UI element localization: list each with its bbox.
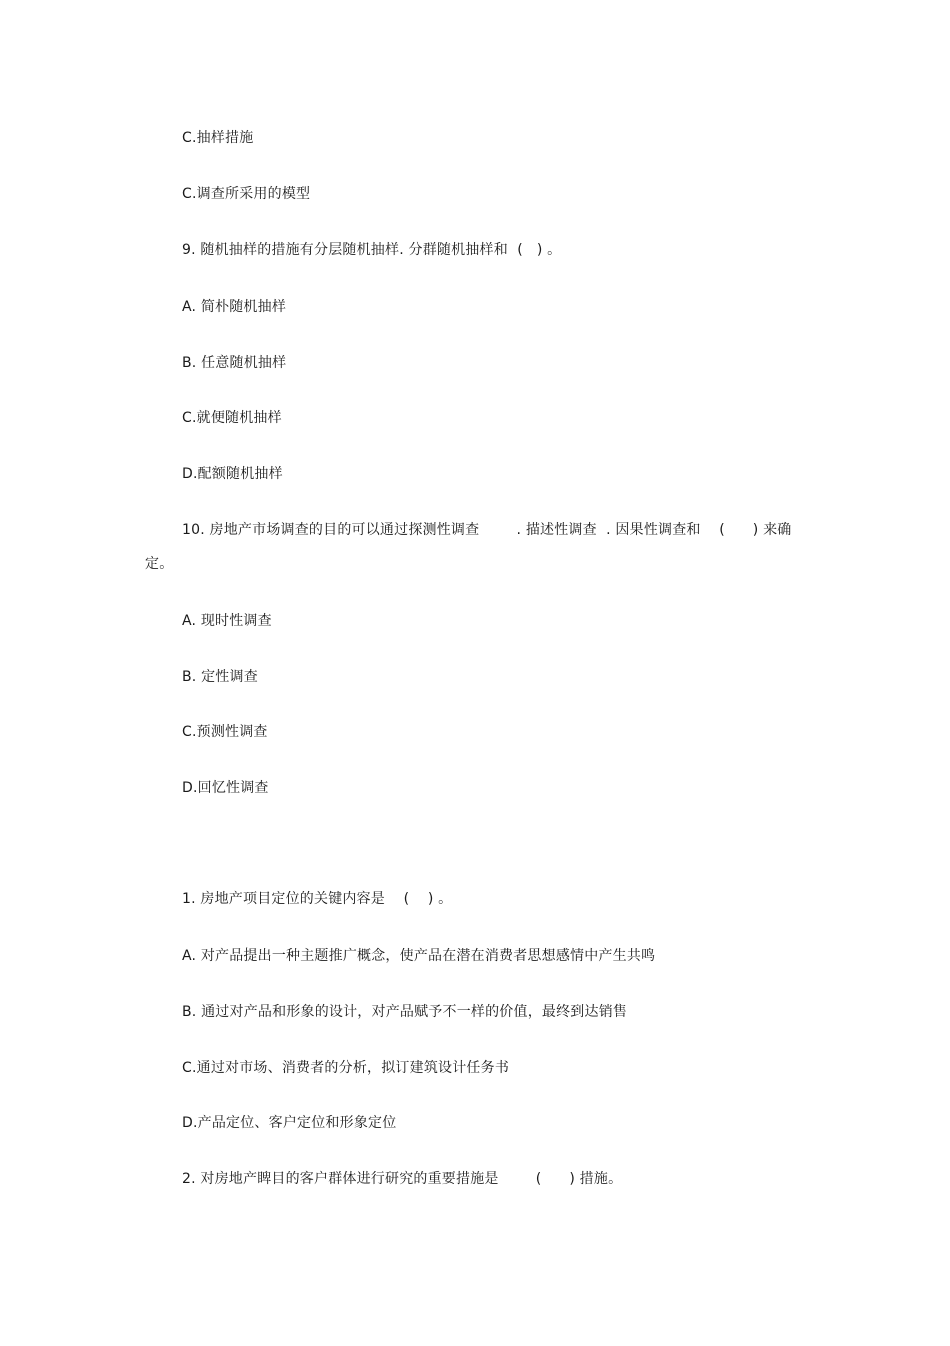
question-1-option-b: B. 通过对产品和形象的设计，对产品赋予不一样的价值，最终到达销售	[182, 1004, 628, 1020]
question-10-option-a: A. 现时性调查	[182, 613, 272, 629]
question-9-option-c: C.就便随机抽样	[182, 410, 282, 426]
question-10-option-c: C.预测性调查	[182, 724, 268, 740]
question-10-stem: 10. 房地产市场调查的目的可以通过探测性调查 . 描述性调查 . 因果性调查和 ( ) 来确	[182, 522, 792, 538]
question-2-stem: 2. 对房地产睥目的客户群体进行研究的重要措施是 ( ) 措施。	[182, 1171, 623, 1187]
option-c-survey-model: C.调查所采用的模型	[182, 186, 311, 202]
question-1-option-a: A. 对产品提出一种主题推广概念，使产品在潜在消费者思想感情中产生共鸣	[182, 948, 656, 964]
question-1-option-d: D.产品定位、客户定位和形象定位	[182, 1115, 397, 1131]
question-9-option-a: A. 简朴随机抽样	[182, 299, 287, 315]
question-9-option-b: B. 任意随机抽样	[182, 355, 287, 371]
question-10-option-b: B. 定性调查	[182, 669, 258, 685]
question-1-stem: 1. 房地产项目定位的关键内容是 ( ) 。	[182, 891, 453, 907]
question-1-option-c: C.通过对市场、消费者的分析，拟订建筑设计任务书	[182, 1060, 510, 1076]
question-9-stem: 9. 随机抽样的措施有分层随机抽样. 分群随机抽样和 ( ) 。	[182, 242, 562, 258]
question-10-stem-continuation: 定。	[145, 556, 174, 572]
option-c-sampling-measures: C.抽样措施	[182, 130, 254, 146]
question-9-option-d: D.配额随机抽样	[182, 466, 283, 482]
question-10-option-d: D.回忆性调查	[182, 780, 269, 796]
